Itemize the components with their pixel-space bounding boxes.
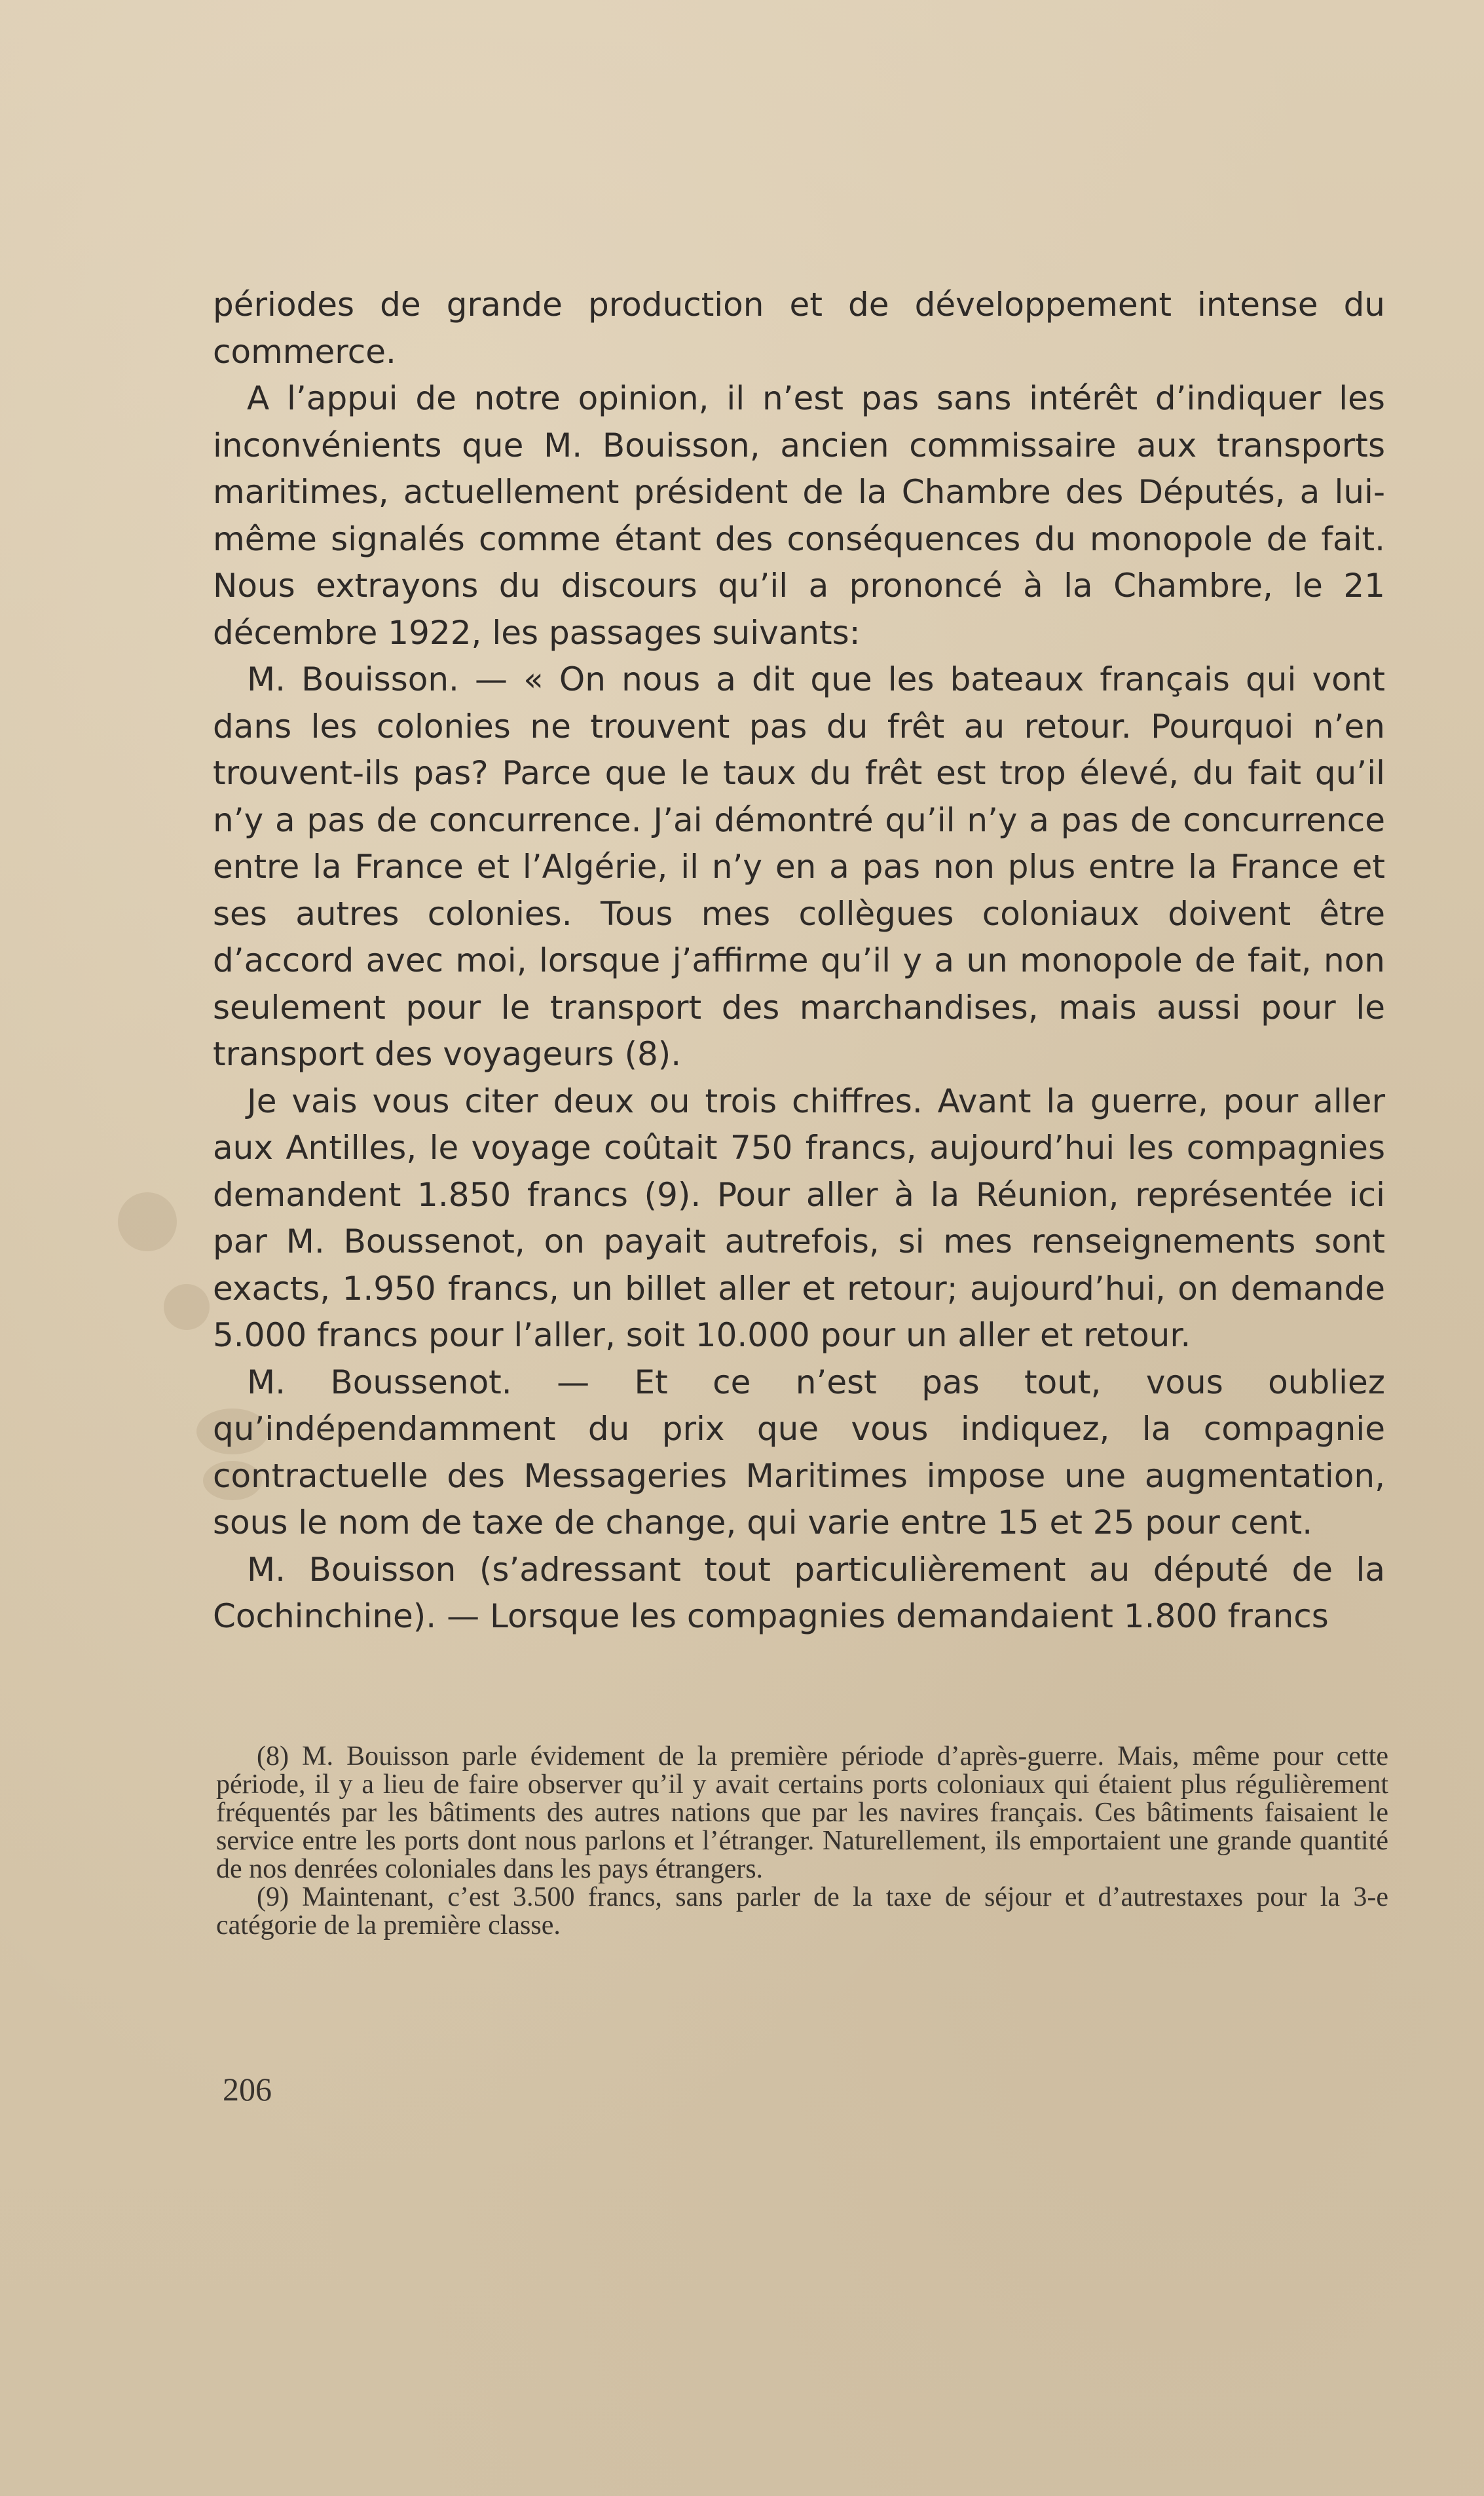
paragraph: A l’appui de notre opinion, il n’est pas sans intérêt d’indiquer les inconvénients que M. Bouisson, ancien commissaire aux transports maritimes, actuellement président de la Chambre des Députés, a lui-même signalés comme étant des conséquences du monopole de fait. Nous extrayons du discours qu’il a prononcé à la Chambre, le 21 décembre 1922, les passages suivants: xyxy=(213,379,1385,652)
paragraph: périodes de grande production et de développement intense du commerce. xyxy=(213,286,1385,371)
paragraph: M. Boussenot. — Et ce n’est pas tout, vous oubliez qu’indépendamment du prix que vous indiquez, la compagnie contractuelle des Messageries Maritimes impose une augmentation, sous le nom de taxe de change, qui varie entre 15 et 25 pour cent. xyxy=(213,1363,1385,1541)
paper-stain xyxy=(164,1284,210,1330)
paragraph: M. Bouisson (s’adressant tout particulièrement au député de la Cochinchine). — Lorsque les compagnies demandaient 1.800 francs xyxy=(213,1550,1385,1635)
paper-stain xyxy=(118,1192,177,1251)
main-text xyxy=(213,282,1385,1640)
paragraph: M. Bouisson. — « On nous a dit que les bateaux français qui vont dans les colonies ne trouvent pas du frêt au retour. Pourquoi n’en trouvent-ils pas? Parce que le taux du frêt est trop élevé, du fait qu’il n’y a pas de concurrence. J’ai démontré qu’il n’y a pas de concurrence entre la France et l’Algérie, il n’y en a pas non plus entre la France et ses autres colonies. Tous mes collègues coloniaux doivent être d’accord avec moi, lorsque j’affirme qu’il y a un monopole de fait, non seulement pour le transport des marchandises, mais aussi pour le transport des voyageurs (8). xyxy=(213,660,1385,1073)
footnotes xyxy=(216,1743,1388,1940)
footnote-8: (8) M. Bouisson parle évidement de la première période d’après-guerre. Mais, même pour cette période, il y a lieu de faire observer qu’il y avait certains ports coloniaux qui étaient plus régulièrement fréquentés par les bâtiments des autres nations que par les navires français. Ces bâtiments faisaient le service entre les ports dont nous parlons et l’étranger. Naturellement, ils emportaient une grande quantité de nos denrées coloniales dans les pays étrangers. xyxy=(216,1741,1388,1884)
footnote-9: (9) Maintenant, c’est 3.500 francs, sans parler de la taxe de séjour et d’autrestaxes pour la 3-e catégorie de la première classe. xyxy=(216,1882,1388,1940)
page-number: 206 xyxy=(223,2071,272,2108)
paragraph: Je vais vous citer deux ou trois chiffres. Avant la guerre, pour aller aux Antilles, le voyage coûtait 750 francs, aujourd’hui les compagnies demandent 1.850 francs (9). Pour aller à la Réunion, représentée ici par M. Boussenot, on payait autrefois, si mes renseignements sont exacts, 1.950 francs, un billet aller et retour; aujourd’hui, on demande 5.000 francs pour l’aller, soit 10.000 pour un aller et retour. xyxy=(213,1082,1385,1354)
